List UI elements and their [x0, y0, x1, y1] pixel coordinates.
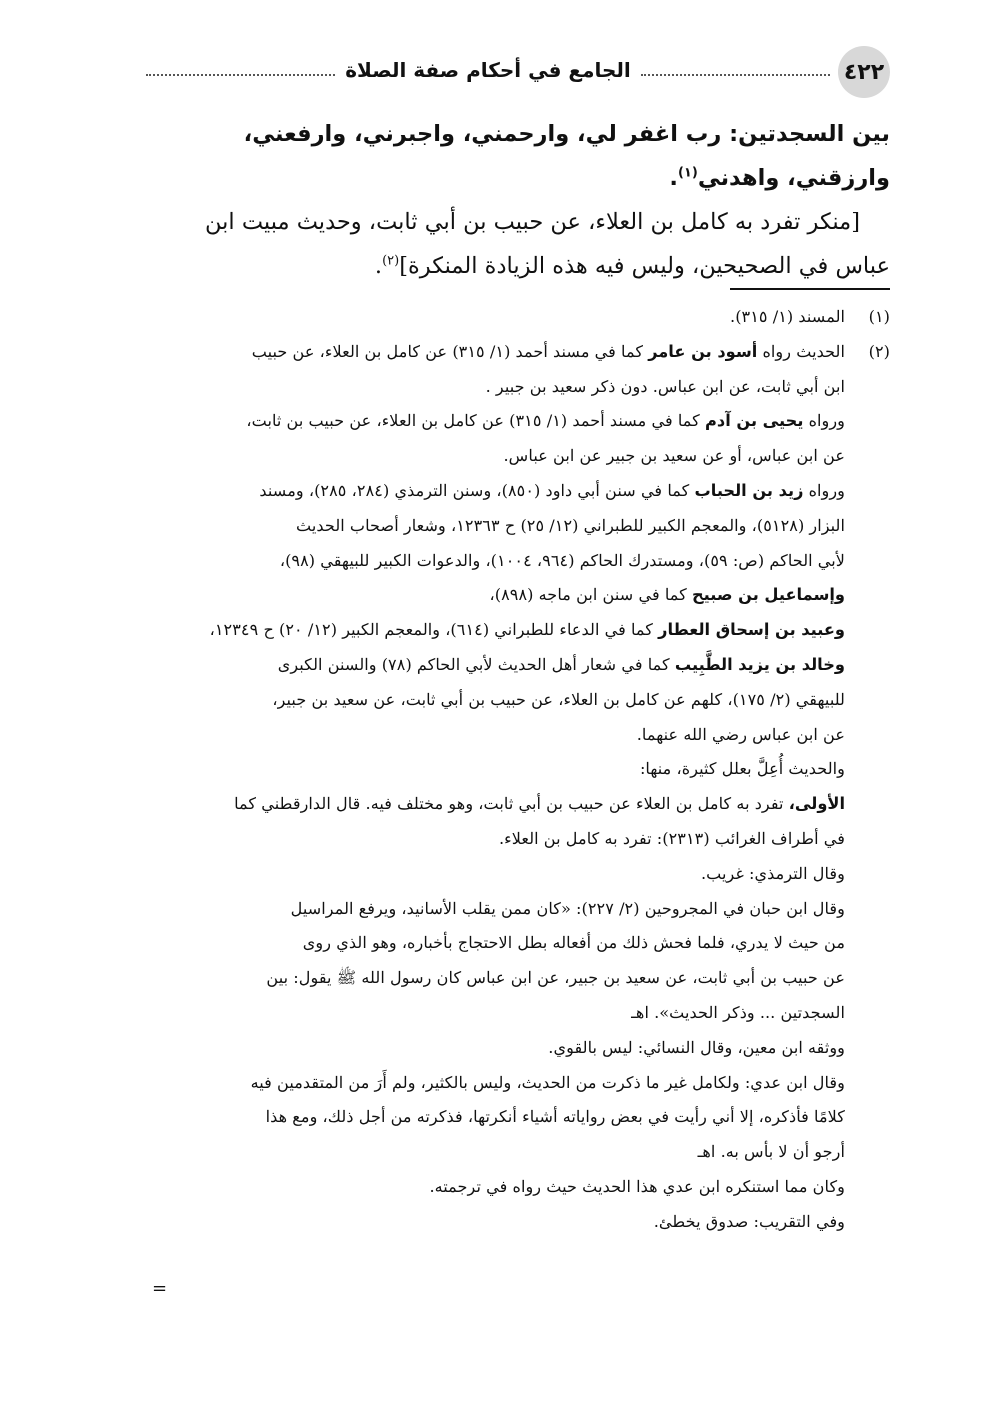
main-text [146, 112, 890, 288]
fn-line: البزار (٥١٢٨)، والمعجم الكبير للطبراني (١٢/ ٢٥) ح ١٢٣٦٣، وشعار أصحاب الحديث [295, 515, 845, 535]
fn-line: ورواه زيد بن الحباب كما في سنن أبي داود (٨٥٠)، وسنن الترمذي (٢٨٤، ٢٨٥)، ومسند [259, 480, 845, 500]
fn-line: من حيث لا يدري، فلما فحش ذلك من أفعاله بطل الاحتجاج بأخباره، وهو الذي روى [302, 933, 845, 953]
fn-line: ووثقه ابن معين، وقال النسائي: ليس بالقوي. [548, 1037, 845, 1057]
fn-line: وخالد بن يزيد الطَّبِيب كما في شعار أهل الحديث لأبي الحاكم (٧٨) والسنن الكبرى [277, 654, 845, 674]
fn-line: ابن أبي ثابت، عن ابن عباس. دون ذكر سعيد بن جبير . [485, 376, 845, 396]
fn-line: لأبي الحاكم (ص: ٥٩)، ومستدرك الحاكم (٩٦٤، ١٠٠٤)، والدعوات الكبير للبيهقي (٩٨)، [279, 550, 845, 570]
footnote-2-body [146, 335, 845, 1240]
dotted-leader-right [641, 74, 830, 76]
fn-line: عن ابن عباس رضي الله عنهما. [636, 724, 845, 744]
fn-line: للبيهقي (٢/ ١٧٥)، كلهم عن كامل بن العلاء، عن حبيب بن أبي ثابت، عن سعيد بن جبير، [272, 689, 845, 709]
running-title: الجامع في أحكام صفة الصلاة [345, 58, 631, 82]
page-header [146, 44, 890, 96]
fn-line: والحديث أُعِلَّ بعلل كثيرة، منها: [639, 759, 845, 779]
fn-line: عن حبيب بن أبي ثابت، عن سعيد بن جبير، عن ابن عباس كان رسول الله ﷺ يقول: بين [266, 968, 845, 988]
fn-line: السجدتين ... وذكر الحديث». اهـ [631, 1002, 845, 1022]
footnote-separator [730, 288, 890, 290]
main-line-3: عباس في الصحيحين، وليس فيه هذه الزيادة المنكرة]$^{(٢)}$. [374, 253, 890, 279]
main-line-1: بين السجدتين: رب اغفر لي، وارحمني، واجبرني، وارفعني، وارزقني، واهدني$^{(١)}$. [243, 121, 890, 191]
fn-line: وفي التقريب: صدوق يخطئ. [653, 1211, 845, 1231]
fn-line: كلامًا فأذكره، إلا أني رأيت في بعض رواياته أشياء أنكرتها، فذكرته من أجل ذلك، ومع هذا [265, 1107, 845, 1127]
footnote-number: (٢) [868, 341, 890, 361]
main-line-2: [منكر تفرد به كامل بن العلاء، عن حبيب بن أبي ثابت، وحديث مبيت ابن [205, 209, 860, 235]
fn-line: الأولى، تفرد به كامل بن العلاء عن حبيب بن أبي ثابت، وهو مختلف فيه. قال الدارقطني كما [234, 794, 845, 814]
footnote-2 [146, 335, 890, 1240]
page-number: ٤٢٢ [838, 46, 890, 98]
fn-line: وعبيد بن إسحاق العطار كما في الدعاء للطبراني (٦١٤)، والمعجم الكبير (١٢/ ٢٠) ح ١٢٣٤٩، [209, 620, 845, 640]
fn-line: وقال ابن حبان في المجروحين (٢/ ٢٢٧): «كان ممن يقلب الأسانيد، ويرفع المراسيل [290, 898, 845, 918]
fn-line: وقال ابن عدي: ولكامل غير ما ذكرت من الحديث، وليس بالكثير، ولم أَرَ من المتقدمين فيه [250, 1072, 845, 1092]
footnote-1: (١) المسند (١/ ٣١٥). [146, 300, 890, 335]
fn-line: ورواه يحيى بن آدم كما في مسند أحمد (١/ ٣١٥) عن كامل بن العلاء، عن حبيب بن ثابت، [246, 411, 845, 431]
fn-line: الحديث رواه أسود بن عامر كما في مسند أحمد (١/ ٣١٥) عن كامل بن العلاء، عن حبيب [251, 341, 845, 361]
footnote-ref-2[interactable]: (٢) [382, 253, 400, 269]
fn-line: في أطراف الغرائب (٢٣١٣): تفرد به كامل بن العلاء. [499, 828, 845, 848]
fn-line: أرجو أن لا بأس به. اهـ [697, 1142, 845, 1162]
fn-line: وقال الترمذي: غريب. [700, 863, 845, 883]
fn-line: وإسماعيل بن صبيح كما في سنن ابن ماجه (٨٩٨)، [489, 585, 845, 605]
footnote-ref-1[interactable]: (١) [677, 165, 698, 181]
fn-line: عن ابن عباس، أو عن سعيد بن جبير عن ابن عباس. [503, 446, 845, 466]
footnotes [146, 300, 890, 1240]
fn-line: وكان مما استنكره ابن عدي هذا الحديث حيث رواه في ترجمته. [429, 1176, 845, 1196]
dotted-leader-left [146, 74, 335, 76]
running-title-bar [146, 52, 830, 88]
continuation-mark: = [152, 1278, 168, 1299]
footnote-number: (١) [868, 307, 890, 326]
